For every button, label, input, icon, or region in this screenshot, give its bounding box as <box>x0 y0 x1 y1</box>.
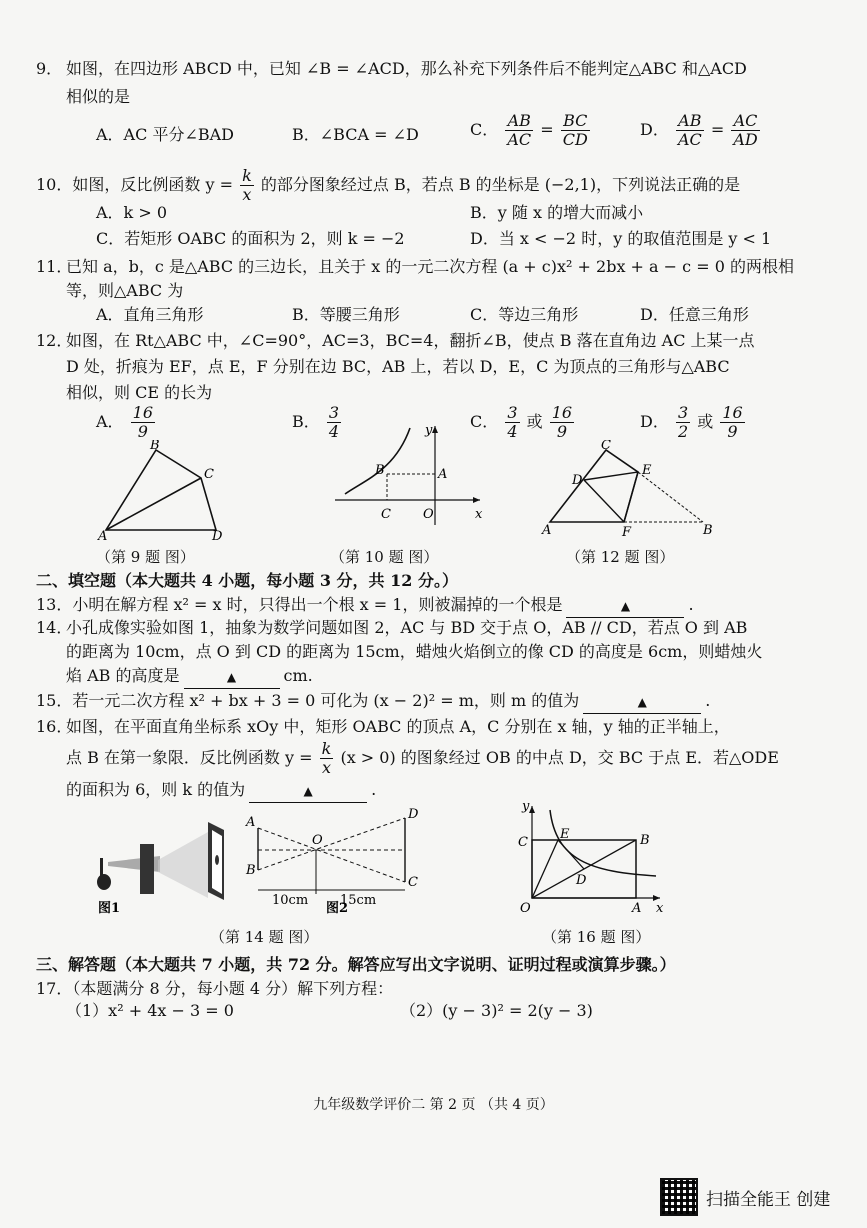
q9-option-b: B．∠BCA = ∠D <box>292 125 419 144</box>
scanner-watermark <box>660 1178 830 1216</box>
q12-stem-line1: 如图，在 Rt△ABC 中，∠C=90°，AC=3，BC=4，翻折∠B，使点 B 落在直角边 AC 上某一点 <box>66 331 755 350</box>
q10-option-c: C．若矩形 OABC 的面积为 2，则 k = −2 <box>96 229 405 248</box>
q11-option-c: C．等边三角形 <box>470 305 579 324</box>
svg-text:E: E <box>560 827 570 842</box>
q11-stem-line2: 等，则△ABC 为 <box>66 281 184 300</box>
q9-stem-line2: 相似的是 <box>66 87 131 106</box>
svg-text:A: A <box>542 523 552 538</box>
svg-text:A: A <box>438 467 448 482</box>
q14-stem-line3: 焰 AB 的高度是 ▲ cm. <box>66 665 313 689</box>
q10-option-d: D．当 x < −2 时，y 的取值范围是 y < 1 <box>470 229 772 248</box>
q16-number: 16． <box>36 717 73 736</box>
q16-stem-line2: 点 B 在第一象限．反比例函数 y = $\frac{k}{x}$ (x > 0) 的图象经过 OB 的中点 D，交 BC 于点 E．若△ODE <box>66 739 779 777</box>
q11-stem-line1: 已知 a，b，c 是△ABC 的三边长，且关于 x 的一元二次方程 (a + c)x² + 2bx + a − c = 0 的两根相 <box>66 257 794 276</box>
q14-stem-line1: 小孔成像实验如图 1，抽象为数学问题如图 2，AC 与 BD 交于点 O，AB // CD，若点 O 到 AB <box>66 618 748 637</box>
q10-caption: （第 10 题 图） <box>330 548 439 566</box>
svg-text:B: B <box>375 463 385 478</box>
q12-stem-line3: 相似，则 CE 的长为 <box>66 383 213 402</box>
q12-option-c: C． $\frac{3}{4}$ 或 $\frac{16}{9}$ <box>470 403 573 441</box>
q12-option-d: D． $\frac{3}{2}$ 或 $\frac{16}{9}$ <box>640 403 743 441</box>
q9-stem-line1: 如图，在四边形 ABCD 中，已知 ∠B = ∠ACD，那么补充下列条件后不能判定△ABC 和△ACD <box>66 59 747 78</box>
figure-q14 <box>90 800 430 920</box>
svg-text:C: C <box>204 467 214 482</box>
distance-10cm: 10cm <box>272 893 309 908</box>
svg-text:O: O <box>520 901 531 916</box>
fig2-label: 图2 <box>326 901 349 916</box>
q9-option-d: D． $\frac{AB}{AC}$ = $\frac{AC}{AD}$ <box>640 111 758 149</box>
svg-text:C: C <box>601 440 611 453</box>
q11-option-a: A．直角三角形 <box>96 305 204 324</box>
figure-q10 <box>325 420 490 530</box>
q14-stem-line2: 的距离为 10cm，点 O 到 CD 的距离为 15cm，蜡烛火焰倒立的像 CD 的高度是 6cm，则蜡烛火 <box>66 642 763 661</box>
svg-text:D: D <box>576 873 587 888</box>
q9-option-a: A．AC 平分∠BAD <box>96 125 234 144</box>
q11-option-b: B．等腰三角形 <box>292 305 400 324</box>
q17-part2: （2）(y − 3)² = 2(y − 3) <box>400 1001 593 1020</box>
figure-q16 <box>510 800 670 920</box>
q14-caption: （第 14 题 图） <box>210 928 319 946</box>
q16-stem-line1: 如图，在平面直角坐标系 xOy 中，矩形 OABC 的顶点 A，C 分别在 x 轴，y 轴的正半轴上， <box>66 717 730 736</box>
q9-option-c: C． $\frac{AB}{AC}$ = $\frac{BC}{CD}$ <box>470 111 588 149</box>
q15: 15．若一元二次方程 x² + bx + 3 = 0 可化为 (x − 2)² = m，则 m 的值为 ▲ . <box>36 690 710 714</box>
svg-text:C: C <box>518 835 528 850</box>
q9-number: 9． <box>36 59 63 78</box>
svg-text:C: C <box>408 875 418 890</box>
section-3-heading: 三、解答题（本大题共 7 小题，共 72 分。解答应写出文字说明、证明过程或演算步骤。） <box>36 955 676 974</box>
svg-text:F: F <box>622 525 632 540</box>
svg-text:B: B <box>640 833 650 848</box>
svg-text:D: D <box>408 807 419 822</box>
svg-text:D: D <box>572 473 583 488</box>
section-2-heading: 二、填空题（本大题共 4 小题，每小题 3 分，共 12 分。） <box>36 571 458 590</box>
q14-number: 14． <box>36 618 73 637</box>
page-footer: 九年级数学评价二 第 2 页 （共 4 页） <box>313 1097 554 1113</box>
q9-caption: （第 9 题 图） <box>96 548 195 566</box>
fig1-label: 图1 <box>98 901 121 916</box>
figure-q12 <box>538 440 718 540</box>
svg-text:D: D <box>212 529 223 540</box>
svg-text:B: B <box>703 523 713 538</box>
svg-text:O: O <box>312 833 323 848</box>
q12-caption: （第 12 题 图） <box>566 548 675 566</box>
svg-text:A: A <box>98 529 108 540</box>
svg-text:x: x <box>475 507 483 522</box>
svg-text:A: A <box>632 901 642 916</box>
q16-caption: （第 16 题 图） <box>542 928 651 946</box>
svg-text:A: A <box>246 815 256 830</box>
q10-option-a: A．k > 0 <box>96 203 168 222</box>
svg-text:B: B <box>150 440 160 453</box>
watermark-text: 扫描全能王 创建 <box>706 1189 831 1210</box>
q10-option-b: B．y 随 x 的增大而减小 <box>470 203 644 222</box>
q11-option-d: D．任意三角形 <box>640 305 749 324</box>
svg-text:y: y <box>522 800 530 814</box>
svg-text:O: O <box>423 507 434 522</box>
qr-code-icon <box>660 1178 698 1216</box>
q11-number: 11． <box>36 257 73 276</box>
q12-number: 12． <box>36 331 73 350</box>
svg-text:B: B <box>246 863 256 878</box>
distance-15cm: 15cm <box>340 893 377 908</box>
q12-option-a: A． $\frac{16}{9}$ <box>96 403 154 441</box>
q13: 13．小明在解方程 x² = x 时，只得出一个根 x = 1，则被漏掉的一个根是 ▲ . <box>36 594 694 618</box>
svg-text:y: y <box>425 423 433 438</box>
svg-text:E: E <box>642 463 652 478</box>
q10-stem: 10．如图，反比例函数 y = $\frac{k}{x}$ 的部分图象经过点 B，若点 B 的坐标是 (−2,1)，下列说法正确的是 <box>36 166 741 204</box>
q12-option-b: B． $\frac{3}{4}$ <box>292 403 340 441</box>
q17-part1: （1）x² + 4x − 3 = 0 <box>66 1001 234 1020</box>
svg-text:C: C <box>381 507 391 522</box>
q16-stem-line3: 的面积为 6，则 k 的值为 ▲ . <box>66 779 376 803</box>
q17-stem: 17．（本题满分 8 分，每小题 4 分）解下列方程： <box>36 979 394 998</box>
figure-q9 <box>96 440 246 540</box>
q12-stem-line2: D 处，折痕为 EF，点 E，F 分别在边 BC，AB 上，若以 D，E，C 为顶点的三角形与△ABC <box>66 357 730 376</box>
svg-text:x: x <box>656 901 664 916</box>
